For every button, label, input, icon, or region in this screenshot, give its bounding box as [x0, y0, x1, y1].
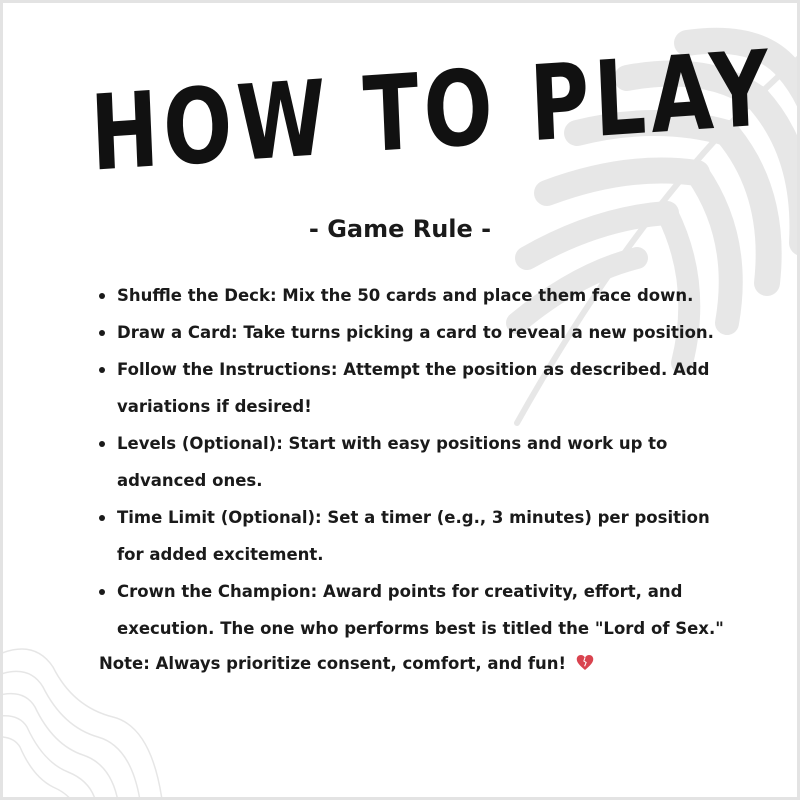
rule-item-draw: Draw a Card: Take turns picking a card to reveal a new position.: [99, 314, 739, 351]
note-line: [99, 645, 594, 682]
rule-item-champion: Crown the Champion: Award points for creativity, effort, and execution. The one who performs best is titled the "Lord of Sex.": [99, 573, 739, 647]
rule-item-shuffle: Shuffle the Deck: Mix the 50 cards and place them face down.: [99, 277, 739, 314]
rules-list: [99, 277, 739, 647]
note-text: Note: Always prioritize consent, comfort, and fun!: [99, 654, 567, 673]
page-subtitle: - Game Rule -: [308, 215, 492, 243]
page-title: HOW TO PLAY: [88, 27, 776, 195]
rule-item-follow: Follow the Instructions: Attempt the position as described. Add variations if desired!: [99, 351, 739, 425]
heart-icon: [576, 654, 594, 671]
rule-item-time-limit: Time Limit (Optional): Set a timer (e.g., 3 minutes) per position for added excitement.: [99, 499, 739, 573]
rule-item-levels: Levels (Optional): Start with easy positions and work up to advanced ones.: [99, 425, 739, 499]
